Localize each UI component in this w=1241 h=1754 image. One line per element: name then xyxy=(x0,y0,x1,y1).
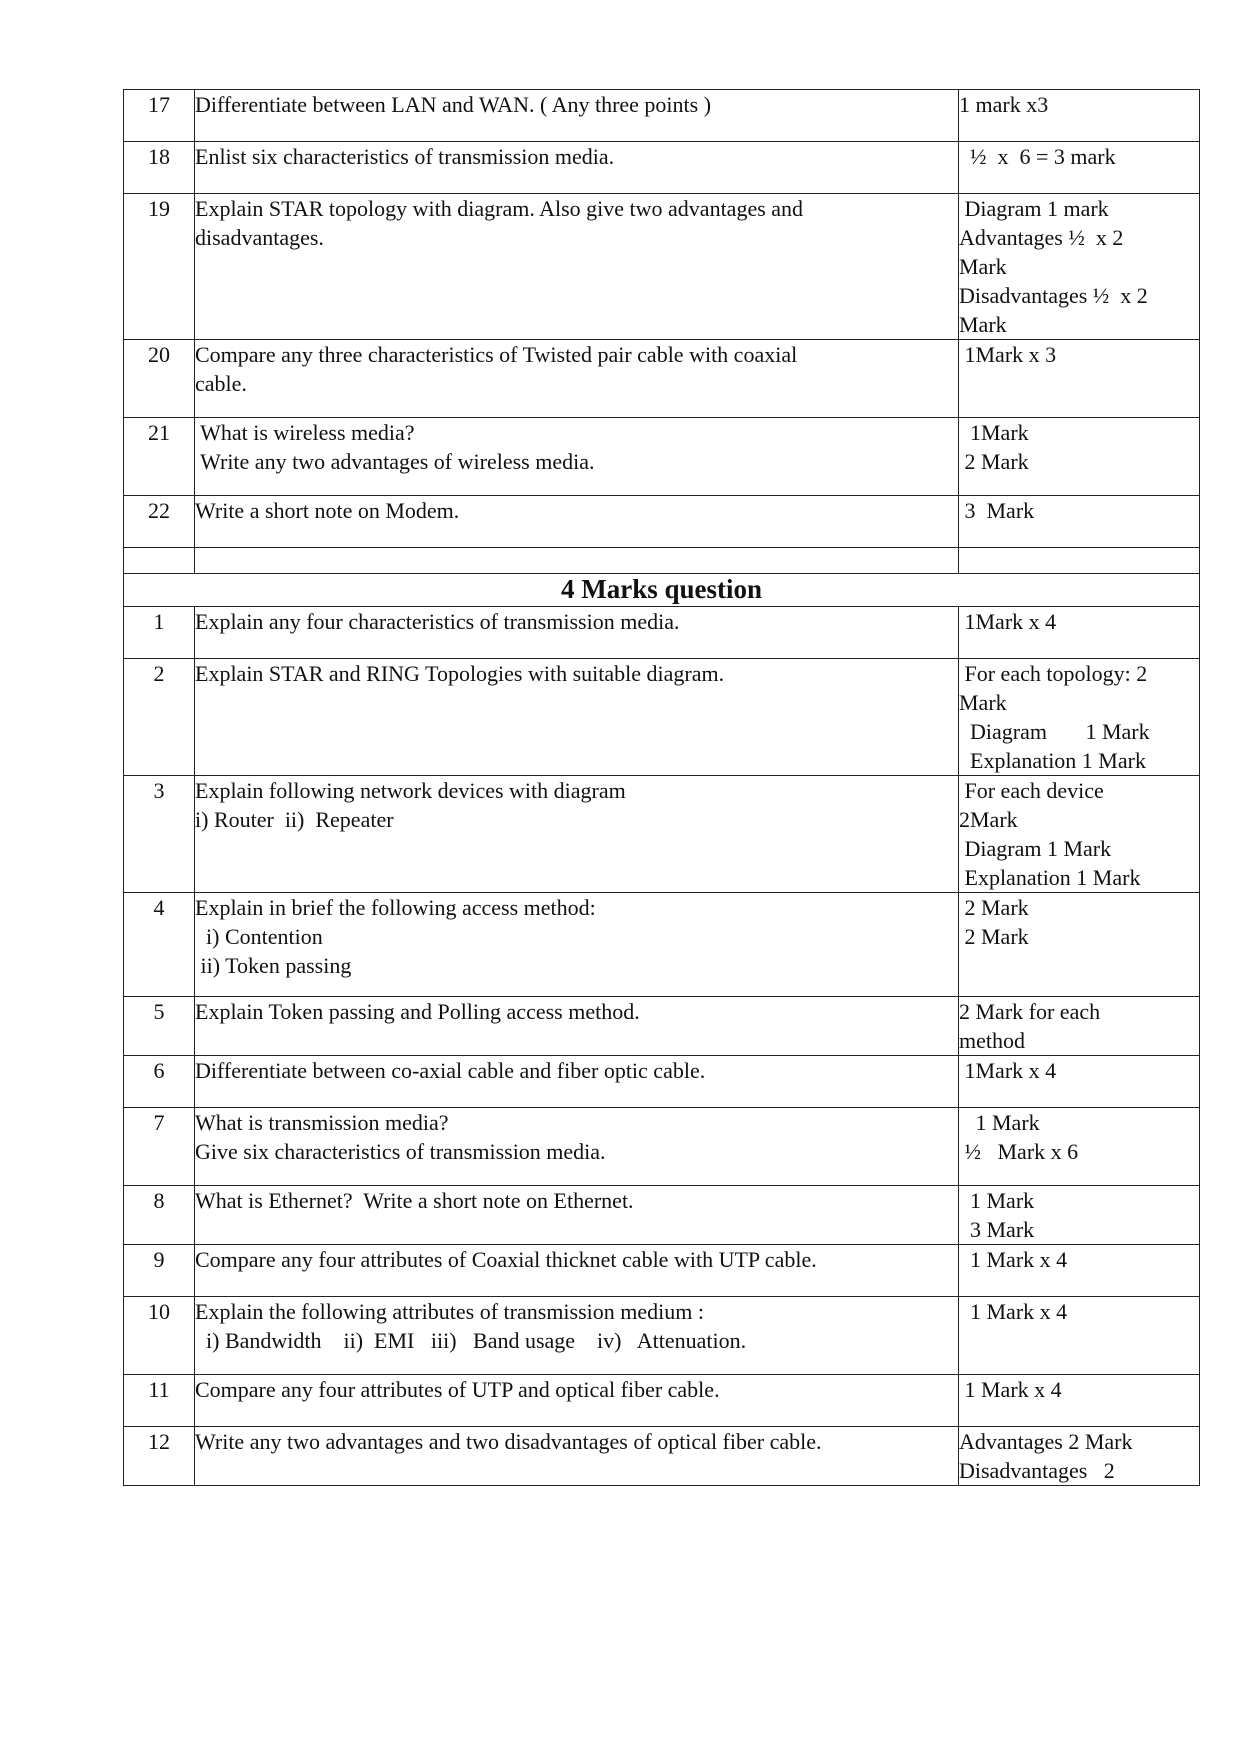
marks-line: 1Mark xyxy=(959,420,1029,445)
marks-line: ½ x 6 = 3 mark xyxy=(959,144,1116,169)
marks-scheme xyxy=(959,90,1200,142)
question-number: 21 xyxy=(124,418,195,496)
question-text xyxy=(195,194,959,340)
table-row xyxy=(124,90,1200,142)
question-rows-top xyxy=(124,90,1200,574)
question-number: 20 xyxy=(124,340,195,418)
question-line: Explain STAR topology with diagram. Also give two advantages and xyxy=(195,196,804,221)
table-row xyxy=(124,142,1200,194)
question-number: 12 xyxy=(124,1427,195,1486)
table-row xyxy=(124,1245,1200,1297)
table-row xyxy=(124,659,1200,776)
marks-line: ½ Mark x 6 xyxy=(959,1139,1079,1164)
question-line: i) Router ii) Repeater xyxy=(195,807,394,832)
section-heading-group xyxy=(124,574,1200,607)
question-text xyxy=(195,1056,959,1108)
section-heading-row xyxy=(124,574,1200,607)
question-number xyxy=(124,548,195,574)
table-row xyxy=(124,1056,1200,1108)
question-text xyxy=(195,548,959,574)
question-line: Explain in brief the following access method: xyxy=(195,895,596,920)
question-text xyxy=(195,776,959,893)
marks-line: Diagram 1 Mark xyxy=(959,719,1150,744)
question-number: 8 xyxy=(124,1186,195,1245)
question-text xyxy=(195,90,959,142)
marks-line: Disadvantages 2 xyxy=(959,1458,1115,1483)
marks-line: 3 Mark xyxy=(959,498,1035,523)
question-text xyxy=(195,418,959,496)
question-number: 6 xyxy=(124,1056,195,1108)
question-number: 2 xyxy=(124,659,195,776)
question-line: Compare any four attributes of UTP and optical fiber cable. xyxy=(195,1377,720,1402)
marks-line: Advantages 2 Mark xyxy=(959,1429,1133,1454)
marks-line: 2Mark xyxy=(959,807,1018,832)
marks-line: For each device xyxy=(959,778,1104,803)
marks-line: Diagram 1 mark xyxy=(959,196,1109,221)
question-number: 22 xyxy=(124,496,195,548)
marks-scheme xyxy=(959,1375,1200,1427)
question-line: Compare any four attributes of Coaxial thicknet cable with UTP cable. xyxy=(195,1247,817,1272)
marks-scheme xyxy=(959,340,1200,418)
question-text xyxy=(195,1245,959,1297)
question-number: 9 xyxy=(124,1245,195,1297)
question-line: What is transmission media? xyxy=(195,1110,449,1135)
question-text xyxy=(195,893,959,997)
marks-line: 1Mark x 4 xyxy=(959,609,1057,634)
marks-line: 1Mark x 4 xyxy=(959,1058,1057,1083)
table-row xyxy=(124,1186,1200,1245)
marks-line: 3 Mark xyxy=(959,1217,1035,1242)
question-line: disadvantages. xyxy=(195,225,324,250)
marks-scheme xyxy=(959,1297,1200,1375)
marks-line: 2 Mark xyxy=(959,924,1029,949)
marks-line: Advantages ½ x 2 xyxy=(959,225,1124,250)
question-text xyxy=(195,997,959,1056)
table-row xyxy=(124,548,1200,574)
table-row xyxy=(124,607,1200,659)
question-line: What is wireless media? xyxy=(195,420,415,445)
marks-line: 1 Mark x 4 xyxy=(959,1247,1068,1272)
question-number: 18 xyxy=(124,142,195,194)
question-line: i) Contention xyxy=(195,924,323,949)
marks-scheme xyxy=(959,1186,1200,1245)
table-row xyxy=(124,1427,1200,1486)
marks-line: Mark xyxy=(959,312,1007,337)
question-text xyxy=(195,1375,959,1427)
table-row xyxy=(124,1297,1200,1375)
question-text xyxy=(195,496,959,548)
question-line: i) Bandwidth ii) EMI iii) Band usage iv) Attenuation. xyxy=(195,1328,747,1353)
marks-line: Explanation 1 Mark xyxy=(959,865,1141,890)
question-line: Compare any three characteristics of Twisted pair cable with coaxial xyxy=(195,342,798,367)
table-row xyxy=(124,340,1200,418)
marks-scheme xyxy=(959,194,1200,340)
marks-line: Mark xyxy=(959,254,1007,279)
question-line: Enlist six characteristics of transmission media. xyxy=(195,144,615,169)
table-row xyxy=(124,997,1200,1056)
marks-scheme xyxy=(959,893,1200,997)
question-line: Explain following network devices with diagram xyxy=(195,778,626,803)
question-text xyxy=(195,1186,959,1245)
marks-line: 1 Mark x 4 xyxy=(959,1377,1062,1402)
question-text xyxy=(195,607,959,659)
question-line: Explain STAR and RING Topologies with suitable diagram. xyxy=(195,661,725,686)
table-row xyxy=(124,496,1200,548)
question-line: ii) Token passing xyxy=(195,953,352,978)
marks-line: 1 Mark x 4 xyxy=(959,1299,1068,1324)
marks-line: Disadvantages ½ x 2 xyxy=(959,283,1148,308)
marks-scheme xyxy=(959,1108,1200,1186)
question-table xyxy=(123,89,1200,1486)
marks-line: 1 Mark xyxy=(959,1188,1035,1213)
marks-line: method xyxy=(959,1028,1025,1053)
question-number: 19 xyxy=(124,194,195,340)
question-line: Give six characteristics of transmission media. xyxy=(195,1139,606,1164)
marks-line: 2 Mark for each xyxy=(959,999,1101,1024)
marks-scheme xyxy=(959,1056,1200,1108)
marks-scheme xyxy=(959,997,1200,1056)
question-line: Differentiate between LAN and WAN. ( Any three points ) xyxy=(195,92,712,117)
table-row xyxy=(124,1108,1200,1186)
question-text xyxy=(195,142,959,194)
question-line: What is Ethernet? Write a short note on Ethernet. xyxy=(195,1188,634,1213)
marks-scheme xyxy=(959,548,1200,574)
question-line: Explain the following attributes of transmission medium : xyxy=(195,1299,704,1324)
table-row xyxy=(124,194,1200,340)
table-row xyxy=(124,776,1200,893)
marks-scheme xyxy=(959,659,1200,776)
question-number: 3 xyxy=(124,776,195,893)
question-text xyxy=(195,1297,959,1375)
marks-line: 1Mark x 3 xyxy=(959,342,1057,367)
question-number: 7 xyxy=(124,1108,195,1186)
marks-scheme xyxy=(959,607,1200,659)
marks-scheme xyxy=(959,1245,1200,1297)
table-row xyxy=(124,418,1200,496)
marks-line: 1 Mark xyxy=(959,1110,1040,1135)
marks-line: For each topology: 2 xyxy=(959,661,1148,686)
question-line: Write a short note on Modem. xyxy=(195,498,460,523)
marks-scheme xyxy=(959,418,1200,496)
question-line: cable. xyxy=(195,371,247,396)
marks-line: 2 Mark xyxy=(959,895,1029,920)
marks-line: Diagram 1 Mark xyxy=(959,836,1112,861)
question-line: Differentiate between co-axial cable and fiber optic cable. xyxy=(195,1058,706,1083)
question-text xyxy=(195,1108,959,1186)
question-text xyxy=(195,340,959,418)
marks-line: 1 mark x3 xyxy=(959,92,1049,117)
marks-scheme xyxy=(959,776,1200,893)
marks-scheme xyxy=(959,142,1200,194)
table-row xyxy=(124,1375,1200,1427)
question-line: Write any two advantages and two disadvantages of optical fiber cable. xyxy=(195,1429,822,1454)
question-number: 1 xyxy=(124,607,195,659)
question-number: 11 xyxy=(124,1375,195,1427)
question-number: 5 xyxy=(124,997,195,1056)
question-line: Explain any four characteristics of transmission media. xyxy=(195,609,680,634)
question-number: 17 xyxy=(124,90,195,142)
section-heading: 4 Marks question xyxy=(124,574,1200,607)
marks-line: Mark xyxy=(959,690,1007,715)
marks-line: 2 Mark xyxy=(959,449,1029,474)
marks-line: Explanation 1 Mark xyxy=(959,748,1146,773)
marks-scheme xyxy=(959,496,1200,548)
question-text xyxy=(195,659,959,776)
marks-scheme xyxy=(959,1427,1200,1486)
table-row xyxy=(124,893,1200,997)
question-line: Write any two advantages of wireless media. xyxy=(195,449,595,474)
question-text xyxy=(195,1427,959,1486)
question-number: 4 xyxy=(124,893,195,997)
question-line: Explain Token passing and Polling access method. xyxy=(195,999,640,1024)
question-number: 10 xyxy=(124,1297,195,1375)
question-rows-bottom xyxy=(124,607,1200,1486)
